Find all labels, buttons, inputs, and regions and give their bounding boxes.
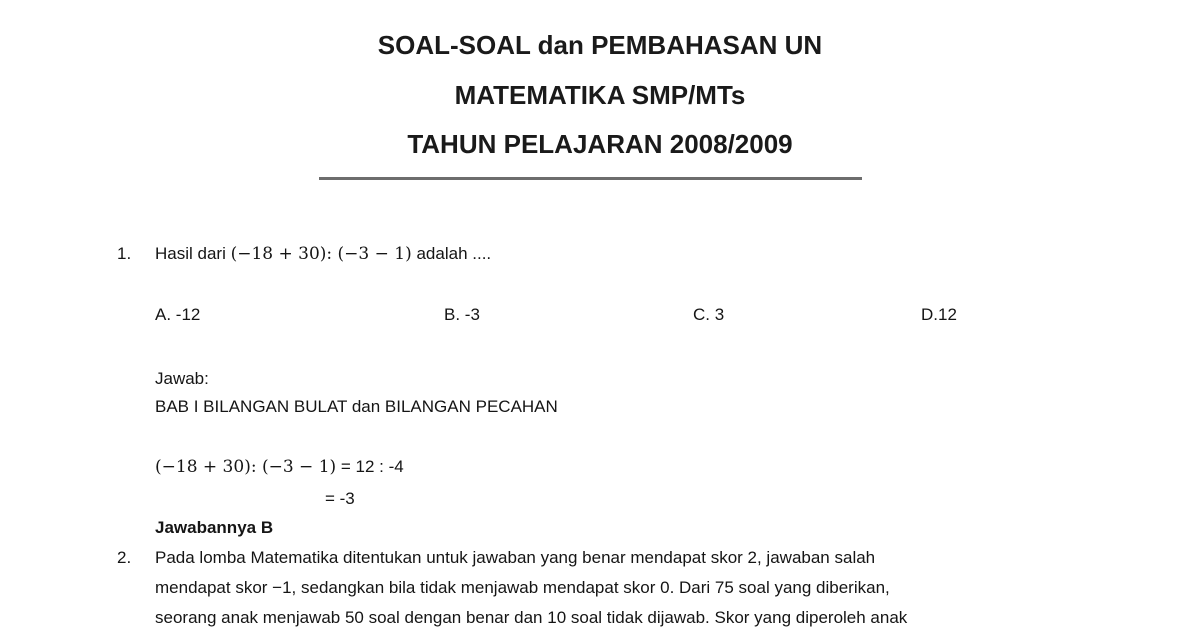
question-2-line-2: mendapat skor −1, sedangkan bila tidak menjawab mendapat skor 0. Dari 75 soal yang diberikan, [155,578,890,597]
chapter-heading: BAB I BILANGAN BULAT dan BILANGAN PECAHAN [155,397,558,416]
question-1-text [155,244,491,264]
question-2-line-1: Pada lomba Matematika ditentukan untuk jawaban yang benar mendapat skor 2, jawaban salah [155,548,876,567]
final-answer: Jawabannya B [155,518,274,537]
question-1-suffix: adalah .... [411,244,492,263]
option-d: D.12 [921,305,957,324]
question-1-expression: (−18 + 30): (−3 − 1) [230,244,412,264]
option-a: A. -12 [155,305,201,324]
question-2-line-3: seorang anak menjawab 50 soal dengan benar dan 10 soal tidak dijawab. Skor yang diperoleh anak [155,608,908,627]
title-line-1: SOAL-SOAL dan PEMBAHASAN UN [377,30,823,60]
question-1-number: 1. [117,244,132,263]
working-line-1 [155,457,404,477]
answer-label: Jawab: [155,369,209,388]
question-2-number: 2. [117,548,132,567]
working-step-2: = -3 [325,489,355,508]
working-expression: (−18 + 30): (−3 − 1) [155,457,337,477]
option-b: B. -3 [444,305,480,324]
question-1-prefix: Hasil dari [155,244,231,263]
title-line-3: TAHUN PELAJARAN 2008/2009 [407,129,793,159]
option-c: C. 3 [693,305,725,324]
title-line-2: MATEMATIKA SMP/MTs [454,80,746,110]
title-divider [319,177,862,180]
working-step-1: = 12 : -4 [336,457,404,476]
